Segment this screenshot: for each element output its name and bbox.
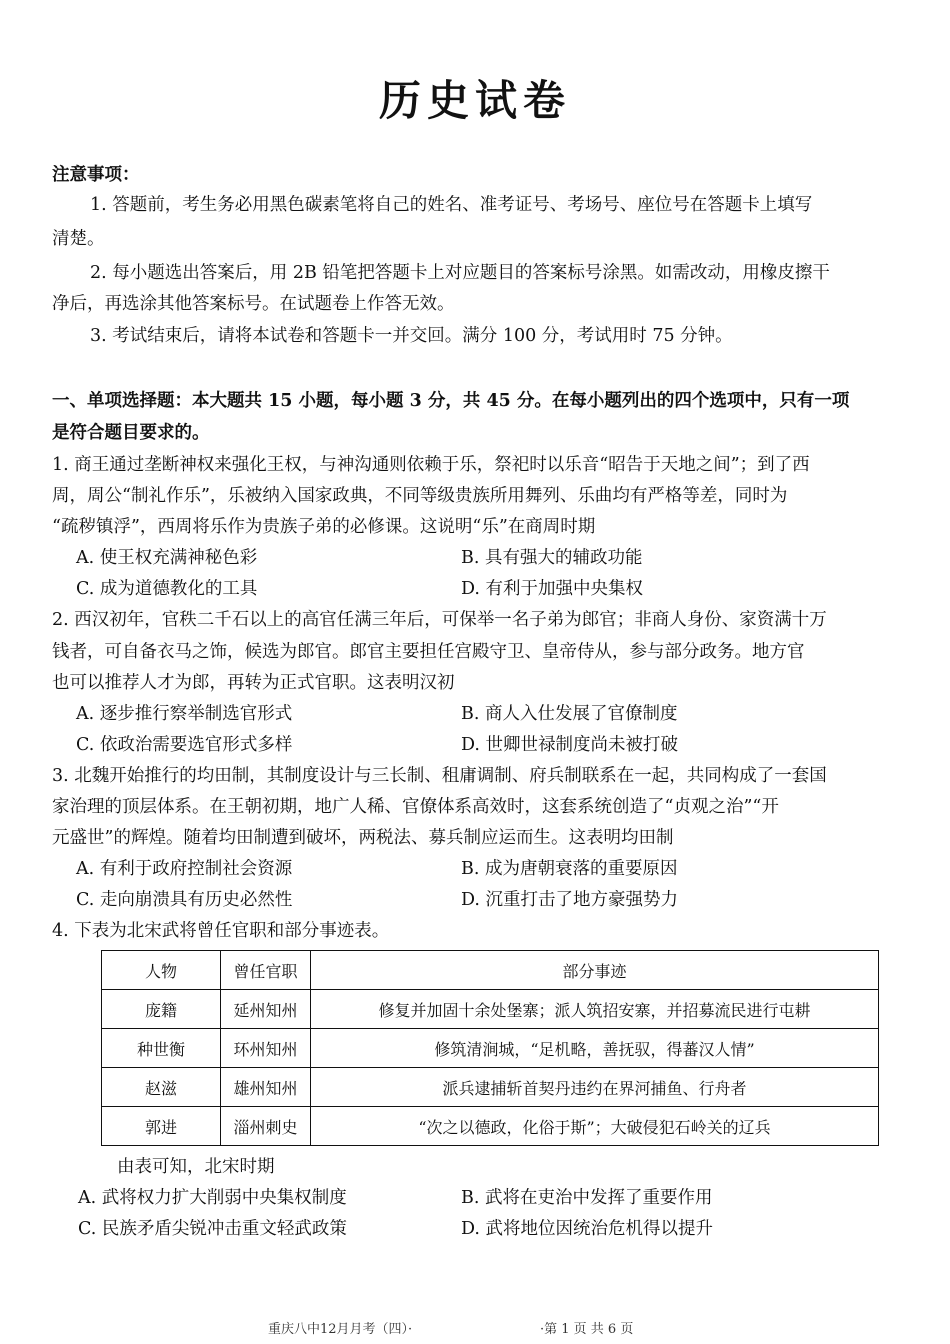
section-heading-cont: 是符合题目要求的。 [52, 423, 210, 443]
notice-item-3: 3. 考试结束后，请将本试卷和答题卡一并交回。满分 100 分，考试用时 75 分钟。 [90, 326, 733, 346]
table-row [102, 990, 879, 1029]
q1-option-b: B. 具有强大的辅政功能 [461, 548, 643, 568]
q1-stem-line2: 周，周公“制礼作乐”，乐被纳入国家政典，不同等级贵族所用舞列、乐曲均有严格等差，同时为 [52, 486, 788, 506]
q3-option-c: C. 走向崩溃具有历史必然性 [76, 890, 293, 910]
table-cell-person: 赵滋 [102, 1068, 221, 1107]
q3-option-b: B. 成为唐朝衰落的重要原因 [461, 859, 678, 879]
notice-item-1: 1. 答题前，考生务必用黑色碳素笔将自己的姓名、准考证号、考场号、座位号在答题卡上填写 [90, 195, 813, 215]
page-title: 历史试卷 [378, 76, 571, 125]
q2-stem: 2. 西汉初年，官秩二千石以上的高官任满三年后，可保举一名子弟为郎官；非商人身份、家资满十万 [52, 610, 827, 630]
footer-exam-name: 重庆八中12月月考（四）· [268, 1322, 413, 1337]
table-cell-office: 延州知州 [221, 990, 311, 1029]
q3-option-a: A. 有利于政府控制社会资源 [76, 859, 293, 879]
q2-option-d: D. 世卿世禄制度尚未被打破 [461, 735, 679, 755]
table-cell-deeds: “次之以德政，化俗于斯”；大破侵犯石岭关的辽兵 [311, 1107, 879, 1146]
q4-conclusion: 由表可知，北宋时期 [117, 1157, 275, 1177]
table-cell-deeds: 修筑清涧城，“足机略，善抚驭，得蕃汉人情” [311, 1029, 879, 1068]
q1-option-a: A. 使王权充满神秘色彩 [76, 548, 258, 568]
q2-stem-line3: 也可以推荐人才为郎，再转为正式官职。这表明汉初 [52, 673, 455, 693]
q4-option-d: D. 武将地位因统治危机得以提升 [461, 1219, 714, 1239]
q3-stem: 3. 北魏开始推行的均田制，其制度设计与三长制、租庸调制、府兵制联系在一起，共同构成了一套国 [52, 766, 827, 786]
notice-item-2-cont: 净后，再选涂其他答案标号。在试题卷上作答无效。 [52, 294, 455, 314]
q2-option-c: C. 依政治需要选官形式多样 [76, 735, 293, 755]
table-header-cell: 人物 [102, 951, 221, 990]
q3-option-d: D. 沉重打击了地方豪强势力 [461, 890, 679, 910]
q3-stem-line2: 家治理的顶层体系。在王朝初期，地广人稀、官僚体系高效时，这套系统创造了“贞观之治”“开 [52, 797, 779, 817]
table-row [102, 1068, 879, 1107]
q2-stem-line2: 钱者，可自备衣马之饰，候选为郎官。郎官主要担任宫殿守卫、皇帝侍从，参与部分政务。地方官 [52, 642, 805, 662]
table-header-cell: 曾任官职 [221, 951, 311, 990]
q1-stem-line3: “疏秽镇浮”，西周将乐作为贵族子弟的必修课。这说明“乐”在商周时期 [52, 517, 596, 537]
q4-stem: 4. 下表为北宋武将曾任官职和部分事迹表。 [52, 921, 390, 941]
table-header-cell: 部分事迹 [311, 951, 879, 990]
table-cell-person: 庞籍 [102, 990, 221, 1029]
table-cell-office: 环州知州 [221, 1029, 311, 1068]
q4-table [101, 950, 879, 1146]
table-cell-office: 淄州刺史 [221, 1107, 311, 1146]
notice-item-2: 2. 每小题选出答案后，用 2B 铅笔把答题卡上对应题目的答案标号涂黑。如需改动，用橡皮擦干 [90, 263, 830, 283]
table-cell-deeds: 修复并加固十余处堡寨；派人筑招安寨，并招募流民进行屯耕 [311, 990, 879, 1029]
q1-stem: 1. 商王通过垄断神权来强化王权，与神沟通则依赖于乐，祭祀时以乐音“昭告于天地之间”；到了西 [52, 455, 810, 475]
notice-heading: 注意事项： [52, 165, 140, 185]
q2-option-a: A. 逐步推行察举制选官形式 [76, 704, 293, 724]
q3-stem-line3: 元盛世”的辉煌。随着均田制遭到破坏，两税法、募兵制应运而生。这表明均田制 [52, 828, 674, 848]
table-header-row [102, 951, 879, 990]
table-row [102, 1107, 879, 1146]
table-cell-office: 雄州知州 [221, 1068, 311, 1107]
q1-option-d: D. 有利于加强中央集权 [461, 579, 644, 599]
table-row [102, 1029, 879, 1068]
table-cell-person: 种世衡 [102, 1029, 221, 1068]
footer-page-number: ·第 1 页 共 6 页 [540, 1322, 634, 1337]
section-heading: 一、单项选择题：本大题共 15 小题，每小题 3 分，共 45 分。在每小题列出的四个选项中，只有一项 [52, 391, 850, 411]
q1-option-c: C. 成为道德教化的工具 [76, 579, 258, 599]
table-cell-person: 郭进 [102, 1107, 221, 1146]
q4-option-a: A. 武将权力扩大削弱中央集权制度 [78, 1188, 347, 1208]
q4-option-b: B. 武将在吏治中发挥了重要作用 [461, 1188, 713, 1208]
q4-option-c: C. 民族矛盾尖锐冲击重文轻武政策 [78, 1219, 347, 1239]
table-cell-deeds: 派兵逮捕斩首契丹违约在界河捕鱼、行舟者 [311, 1068, 879, 1107]
notice-item-1-cont: 清楚。 [52, 229, 105, 249]
q2-option-b: B. 商人入仕发展了官僚制度 [461, 704, 678, 724]
